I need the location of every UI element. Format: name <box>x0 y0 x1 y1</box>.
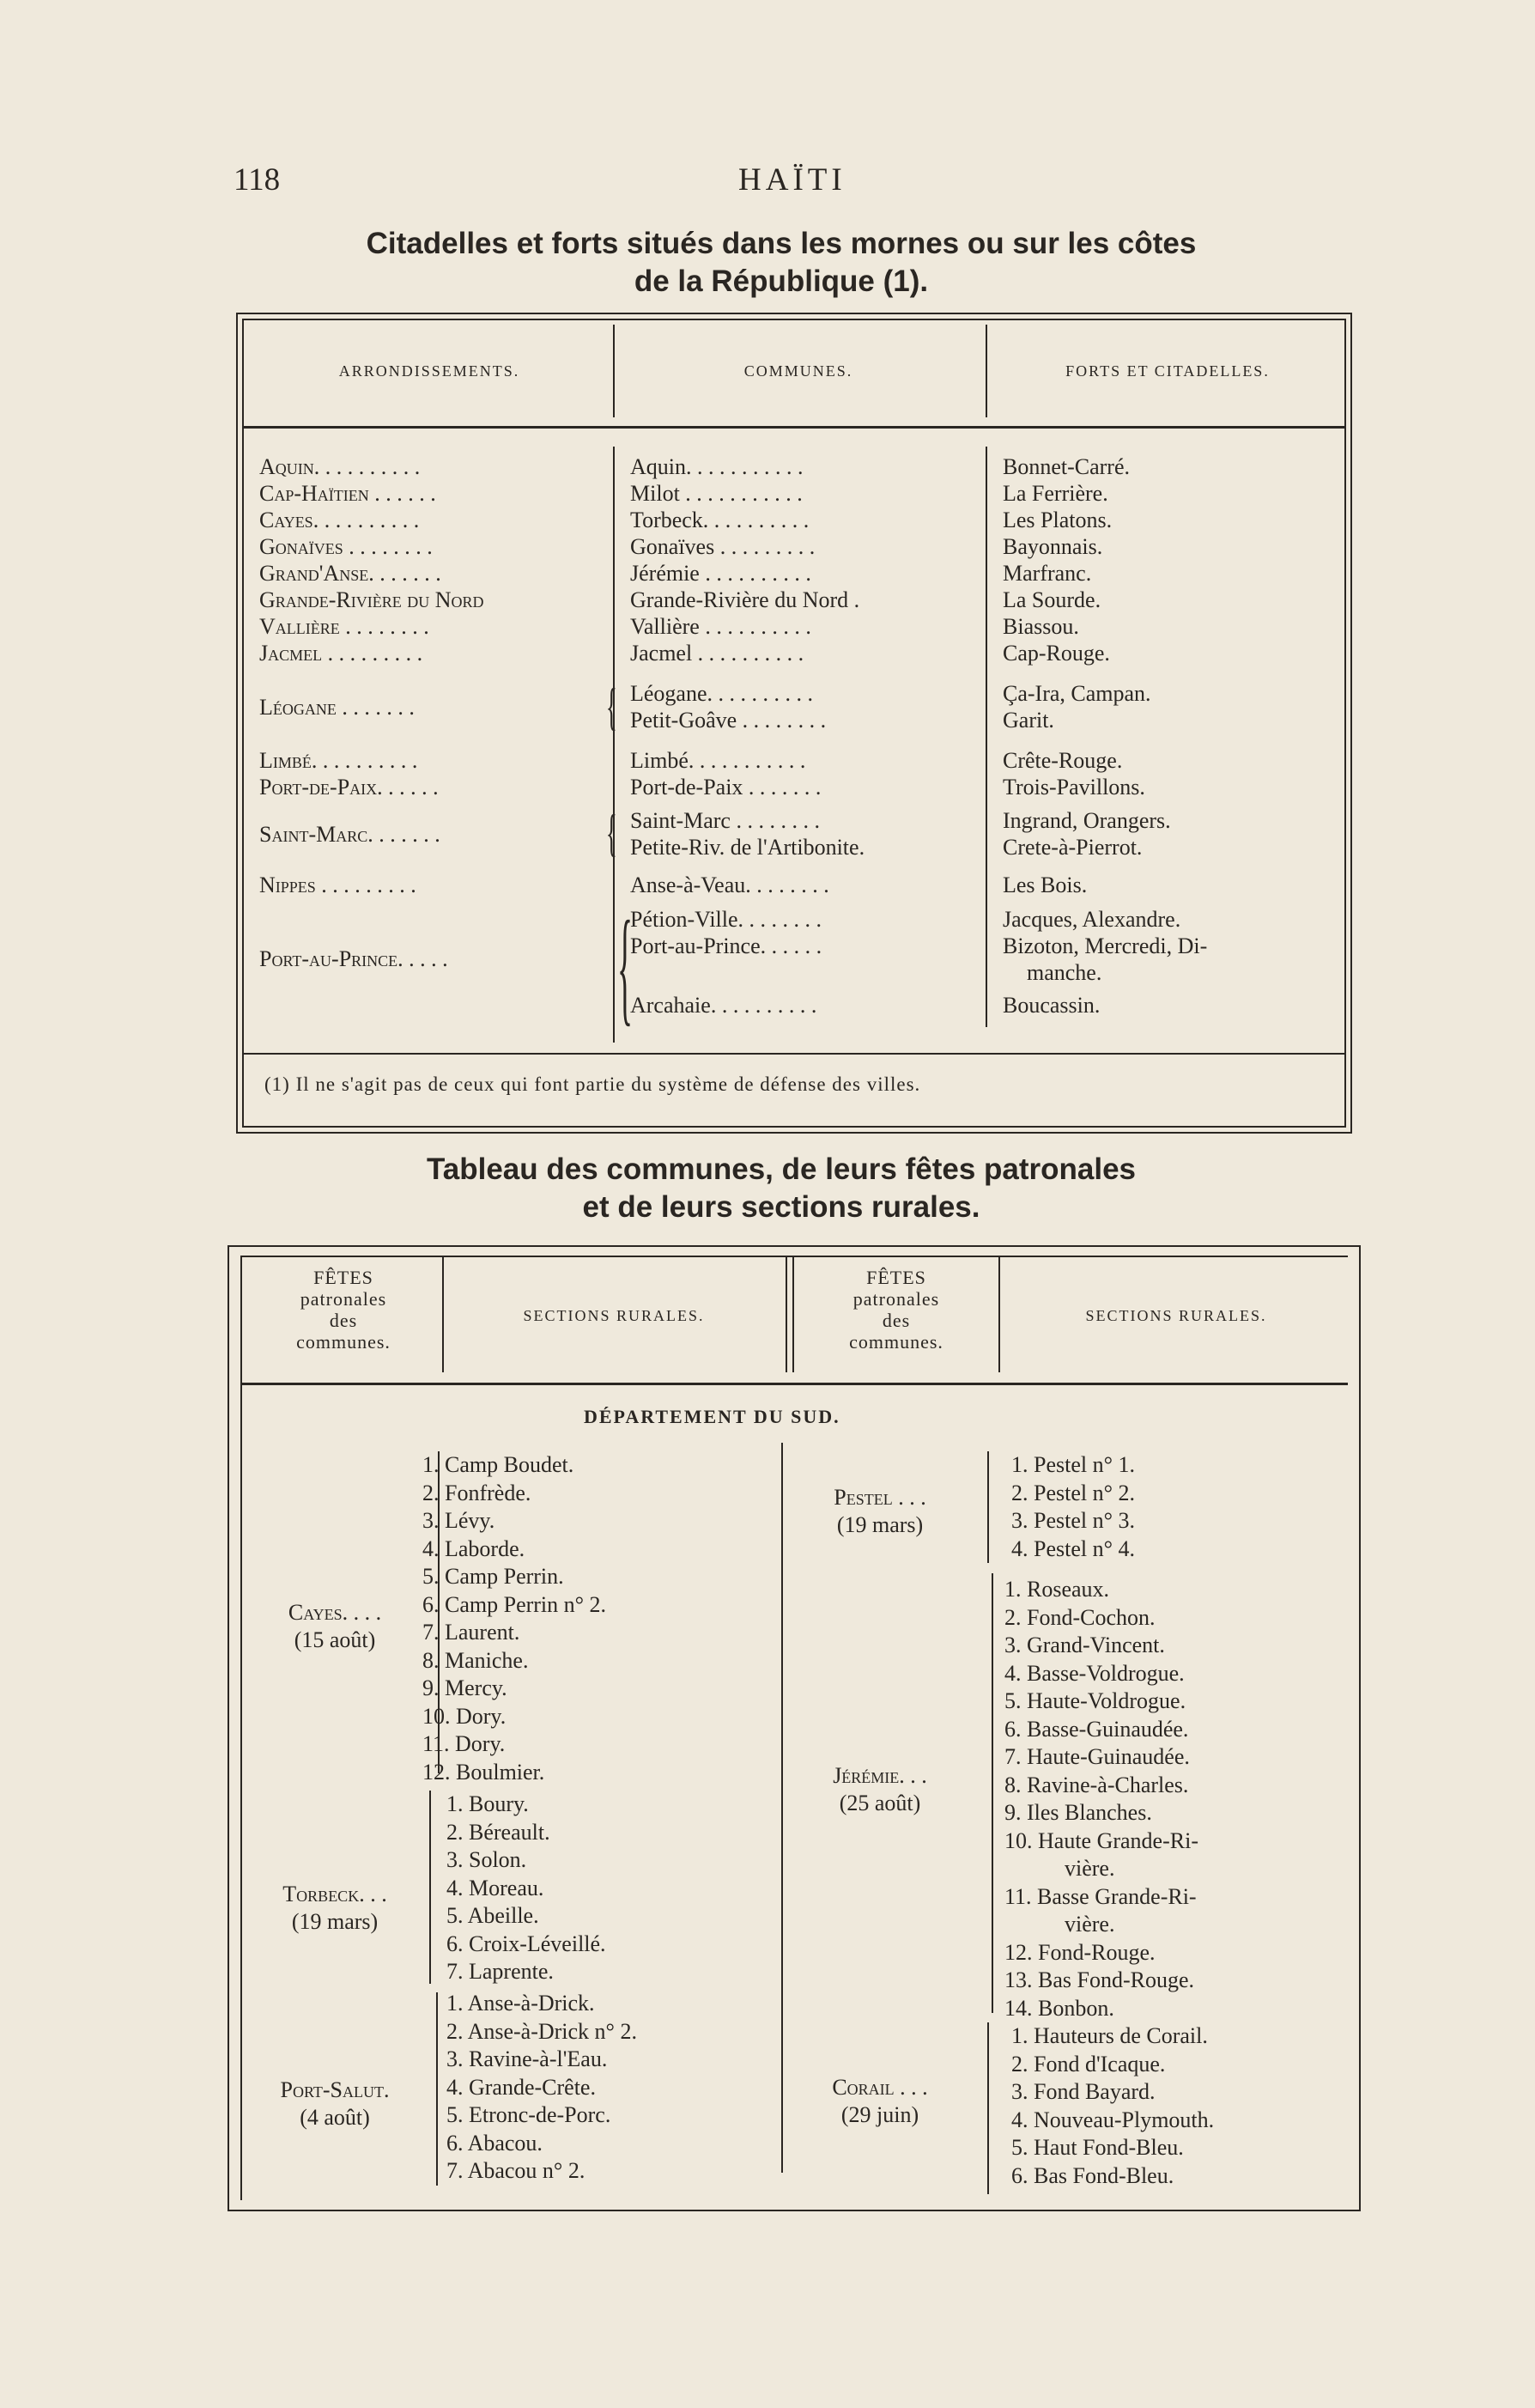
com-anse-a-veau: Anse-à-Veau. . . . . . . . <box>630 873 829 897</box>
fort-crete-a-pierrot: Crete-à-Pierrot. <box>1003 835 1143 860</box>
forts-table-title: Citadelles et forts situés dans les mornes ou sur les côtes de la République (1). <box>366 227 1197 298</box>
page-number: 118 <box>234 162 281 198</box>
com-leogane: Léogane. . . . . . . . . . <box>630 681 814 706</box>
sections-jeremie: 1. Roseaux. 2. Fond-Cochon. 3. Grand-Vincent. 4. Basse-Voldrogue. 5. Haute-Voldrogue. 6. Basse-Guinaudée. 7. Haute-Guinaudée. 8. Ravine-à-Charles. 9. Iles Blanches. 10. Haute Grande-Ri- vière. 11. Basse Grande-Ri- vière. 12. Fond-Rouge. 13. Bas Fond-Rouge. 14. Bonbon. <box>1004 1577 1198 2021</box>
arr-jacmel: Jacmel . . . . . . . . . <box>259 641 423 666</box>
com-jeremie: Jérémie . . . . . . . . . . <box>630 561 811 586</box>
com-grande-riviere: Grande-Rivière du Nord . <box>630 587 860 612</box>
fort-garit: Garit. <box>1003 708 1054 733</box>
com-milot: Milot . . . . . . . . . . . <box>630 481 803 506</box>
arr-saint-marc: Saint-Marc. . . . . . . <box>259 822 440 847</box>
col-header-communes: COMMUNES. <box>743 362 853 380</box>
arr-grande-riviere: Grande-Rivière du Nord <box>259 587 484 612</box>
fort-biassou: Biassou. <box>1003 614 1079 639</box>
fort-marfranc: Marfranc. <box>1003 561 1092 586</box>
fort-bayonnais: Bayonnais. <box>1003 534 1103 559</box>
fort-ingrand: Ingrand, Orangers. <box>1003 808 1171 833</box>
commune-torbeck: Torbeck. . . (19 mars) <box>282 1882 387 1934</box>
brace-icon: { <box>617 895 633 1037</box>
department-heading: DÉPARTEMENT DU SUD. <box>584 1406 840 1427</box>
com-gonaives: Gonaïves . . . . . . . . . <box>630 534 816 559</box>
fort-bizoton-cont: manche. <box>1027 960 1102 985</box>
fort-la-sourde: La Sourde. <box>1003 587 1101 612</box>
com-torbeck: Torbeck. . . . . . . . . . <box>630 508 810 532</box>
com-limbe: Limbé. . . . . . . . . . . <box>630 748 806 773</box>
arr-grand-anse: Grand'Anse. . . . . . . <box>259 561 441 586</box>
sections-port-salut: 1. Anse-à-Drick. 2. Anse-à-Drick n° 2. 3. Ravine-à-l'Eau. 4. Grande-Crête. 5. Etronc-de-Porc. 6. Abacou. 7. Abacou n° 2. <box>446 1991 637 2183</box>
col-header-sections-right: SECTIONS RURALES. <box>1085 1307 1267 1324</box>
col-header-fetes-left: FÊTES patronales des communes. <box>296 1267 391 1353</box>
arr-port-de-paix: Port-de-Paix. . . . . . <box>259 775 439 800</box>
sections-torbeck: 1. Boury. 2. Béreault. 3. Solon. 4. Moreau. 5. Abeille. 6. Croix-Léveillé. 7. Laprente. <box>446 1791 606 1984</box>
brace-icon: { <box>605 805 617 861</box>
fort-les-platons: Les Platons. <box>1003 508 1113 532</box>
commune-corail: Corail . . . (29 juin) <box>832 2075 928 2127</box>
arr-leogane: Léogane . . . . . . . <box>259 695 415 720</box>
commune-cayes: Cayes. . . . (15 août) <box>288 1600 382 1652</box>
arr-limbe: Limbé. . . . . . . . . . <box>259 748 418 773</box>
col-header-fetes-right: FÊTES patronales des communes. <box>849 1267 943 1353</box>
com-valliere: Vallière . . . . . . . . . . <box>630 614 811 639</box>
col-header-arrondissements: ARRONDISSEMENTS. <box>338 362 520 380</box>
com-arcahaie: Arcahaie. . . . . . . . . . <box>630 993 817 1018</box>
sections-cayes: 1. Camp Boudet. 2. Fonfrède. 3. Lévy. 4. Laborde. 5. Camp Perrin. 6. Camp Perrin n° 2. 7. Laurent. 8. Maniche. 9. Mercy. 10. Dory. 11. Dory. 12. Boulmier. <box>422 1452 607 1785</box>
sections-corail: 1. Hauteurs de Corail. 2. Fond d'Icaque. 3. Fond Bayard. 4. Nouveau-Plymouth. 5. Haut Fond-Bleu. 6. Bas Fond-Bleu. <box>1011 2023 1215 2188</box>
fort-cap-rouge: Cap-Rouge. <box>1003 641 1110 666</box>
fort-jacques: Jacques, Alexandre. <box>1003 907 1181 932</box>
fort-boucassin: Boucassin. <box>1003 993 1101 1018</box>
col-header-forts: FORTS ET CITADELLES. <box>1065 362 1270 380</box>
fort-bonnet-carre: Bonnet-Carré. <box>1003 454 1131 479</box>
arr-cap-haitien: Cap-Haïtien . . . . . . <box>259 481 436 506</box>
running-title: HAÏTI <box>738 162 846 198</box>
com-petit-goave: Petit-Goâve . . . . . . . . <box>630 708 827 733</box>
arr-gonaives: Gonaïves . . . . . . . . <box>259 534 433 559</box>
com-saint-marc: Saint-Marc . . . . . . . . <box>630 808 820 833</box>
communes-table-title: Tableau des communes, de leurs fêtes patronales et de leurs sections rurales. <box>426 1152 1137 1224</box>
commune-port-salut: Port-Salut. (4 août) <box>280 2077 390 2130</box>
arr-cayes: Cayes. . . . . . . . . . <box>259 508 420 532</box>
com-jacmel: Jacmel . . . . . . . . . . <box>630 641 804 666</box>
fort-trois-pavillons: Trois-Pavillons. <box>1003 775 1145 800</box>
com-petite-riviere: Petite-Riv. de l'Artibonite. <box>630 835 865 860</box>
com-port-de-paix: Port-de-Paix . . . . . . . <box>630 775 822 800</box>
com-petion-ville: Pétion-Ville. . . . . . . . <box>630 907 822 932</box>
fort-ca-ira: Ça-Ira, Campan. <box>1003 681 1151 706</box>
col-header-sections-left: SECTIONS RURALES. <box>523 1307 705 1324</box>
arr-nippes: Nippes . . . . . . . . . <box>259 873 416 897</box>
com-port-au-prince: Port-au-Prince. . . . . . <box>630 933 822 958</box>
fort-les-bois: Les Bois. <box>1003 873 1088 897</box>
fort-bizoton: Bizoton, Mercredi, Di- <box>1003 933 1208 958</box>
fort-la-ferriere: La Ferrière. <box>1003 481 1108 506</box>
fort-crete-rouge: Crête-Rouge. <box>1003 748 1123 773</box>
commune-pestel: Pestel . . . (19 mars) <box>834 1485 926 1537</box>
arr-valliere: Vallière . . . . . . . . <box>259 614 429 639</box>
commune-jeremie: Jérémie. . . (25 août) <box>833 1763 927 1815</box>
arr-port-au-prince: Port-au-Prince. . . . . <box>259 946 448 971</box>
brace-icon: { <box>605 678 617 735</box>
footnote: (1) Il ne s'agit pas de ceux qui font partie du système de défense des villes. <box>264 1073 921 1095</box>
com-aquin: Aquin. . . . . . . . . . . <box>630 454 804 479</box>
sections-pestel: 1. Pestel n° 1. 2. Pestel n° 2. 3. Pestel n° 3. 4. Pestel n° 4. <box>1011 1452 1136 1561</box>
arr-aquin: Aquin. . . . . . . . . . <box>259 454 421 479</box>
